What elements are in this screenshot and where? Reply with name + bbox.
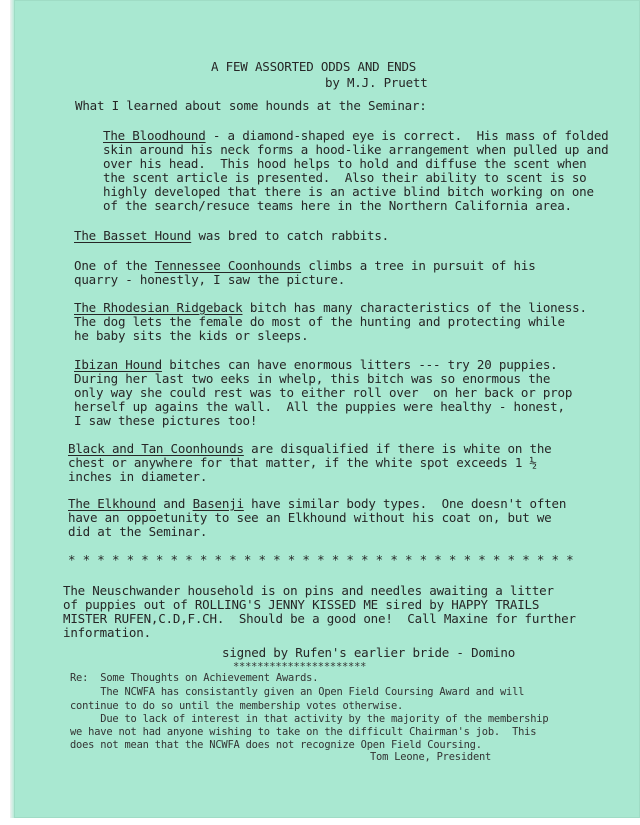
coonhound-heading: Tennessee Coonhounds xyxy=(154,258,302,273)
ibizan-line-1 xyxy=(74,358,558,372)
black-tan-line-1-text: are disqualified if there is white on the xyxy=(243,441,552,456)
ibizan-line-3: only way she could rest was to either roll over on her back or prop xyxy=(74,385,573,400)
elkhound-line-3: did at the Seminar. xyxy=(68,524,208,539)
memo-line-2: The NCWFA has consistantly given an Open Field Coursing Award and will xyxy=(70,686,525,698)
memo-line-1: Re: Some Thoughts on Achievement Awards. xyxy=(70,672,319,684)
bloodhound-line-2: skin around his neck forms a hood-like arrangement when pulled up and xyxy=(103,142,609,157)
ridgeback-line-1 xyxy=(74,301,587,315)
black-tan-heading: Black and Tan Coonhounds xyxy=(68,441,244,456)
ibizan-line-4: herself up agains the wall. All the puppies were healthy - honest, xyxy=(74,399,565,414)
basenji-heading: Basenji xyxy=(192,496,244,511)
news-line-3: MISTER RUFEN,C.D,F.CH. Should be a good one! Call Maxine for further xyxy=(63,611,576,626)
elkhound-line-2: have an oppoetunity to see an Elkhound without his coat on, but we xyxy=(68,510,552,525)
basset-line xyxy=(74,229,389,243)
elkhound-line-1-text: have similar body types. One doesn't often xyxy=(243,496,567,511)
black-tan-line-3: inches in diameter. xyxy=(68,469,208,484)
ibizan-line-1-text: bitches can have enormous litters --- try 20 puppies. xyxy=(161,357,558,372)
ridgeback-line-3: he baby sits the kids or sleeps. xyxy=(74,328,309,343)
memo-line-4: Due to lack of interest in that activity by the majority of the membership xyxy=(70,713,549,725)
bloodhound-line-4: the scent article is presented. Also their ability to scent is so xyxy=(103,170,587,185)
bloodhound-line-6: of the search/resuce teams here in the Northern California area. xyxy=(103,198,572,213)
ibizan-line-5: I saw these pictures too! xyxy=(74,413,258,428)
news-line-1: The Neuschwander household is on pins and needles awaiting a litter xyxy=(63,583,554,598)
bloodhound-line-3: over his head. This hood helps to hold and diffuse the scent when xyxy=(103,156,587,171)
coonhound-prefix: One of the xyxy=(74,258,155,273)
ridgeback-line-2: The dog lets the female do most of the hunting and protecting while xyxy=(74,314,565,329)
document-title: A FEW ASSORTED ODDS AND ENDS xyxy=(211,59,417,74)
news-line-4: information. xyxy=(63,625,151,640)
bloodhound-line-1-text: - a diamond-shaped eye is correct. His mass of folded xyxy=(205,128,609,143)
memo-line-3: continue to do so until the membership votes otherwise. xyxy=(70,700,404,712)
memo-line-5: we have not had anyone wishing to take on the difficult Chairman's job. This xyxy=(70,726,537,738)
elkhound-line-1 xyxy=(68,497,566,511)
bloodhound-heading: The Bloodhound xyxy=(103,128,206,143)
intro-line: What I learned about some hounds at the Seminar: xyxy=(75,98,427,113)
elkhound-and: and xyxy=(155,496,193,511)
news-line-2: of puppies out of ROLLING'S JENNY KISSED ME sired by HAPPY TRAILS xyxy=(63,597,540,612)
star-divider: * * * * * * * * * * * * * * * * * * * * * * * * * * * * * * * * * * * xyxy=(68,552,574,567)
document-author: by M.J. Pruett xyxy=(325,75,428,90)
coonhound-line-2: quarry - honestly, I saw the picture. xyxy=(74,272,346,287)
ibizan-line-2: During her last two eeks in whelp, this bitch was so enormous the xyxy=(74,371,551,386)
black-tan-line-1 xyxy=(68,442,552,456)
black-tan-line-2: chest or anywhere for that matter, if the white spot exceeds 1 ½ xyxy=(68,455,537,470)
elkhound-heading: The Elkhound xyxy=(68,496,156,511)
ibizan-heading: Ibizan Hound xyxy=(74,357,162,372)
memo-signature: Tom Leone, President xyxy=(370,751,492,763)
bloodhound-line-1 xyxy=(103,129,608,143)
ridgeback-line-1-text: bitch has many characteristics of the lioness. xyxy=(242,300,587,315)
basset-text: was bred to catch rabbits. xyxy=(191,228,390,243)
small-star-divider: ********************** xyxy=(233,661,367,673)
bloodhound-line-5: highly developed that there is an active blind bitch working on one xyxy=(103,184,594,199)
memo-line-6: does not mean that the NCWFA does not recognize Open Field Coursing. xyxy=(70,739,482,751)
basset-heading: The Basset Hound xyxy=(74,228,192,243)
ridgeback-heading: The Rhodesian Ridgeback xyxy=(74,300,243,315)
coonhound-line-1-text: climbs a tree in pursuit of his xyxy=(301,258,536,273)
coonhound-line-1 xyxy=(74,259,536,273)
signature-line: signed by Rufen's earlier bride - Domino xyxy=(222,645,516,660)
